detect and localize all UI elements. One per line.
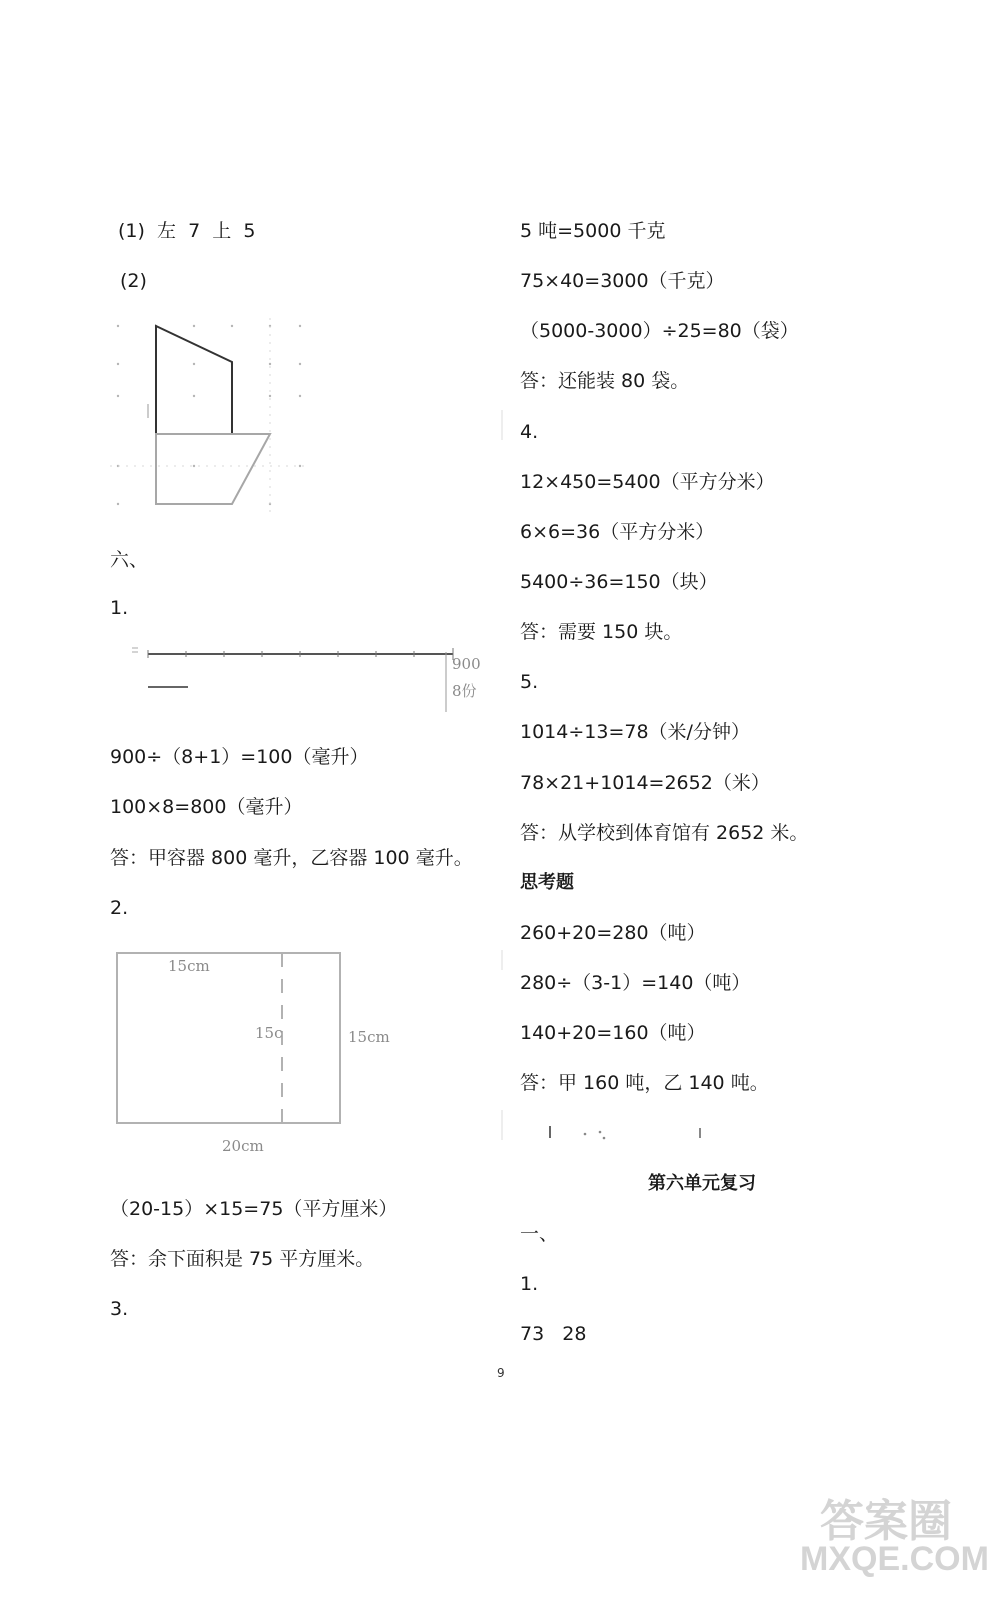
handwritten-20cm-bottom: 20cm — [222, 1137, 264, 1155]
thinking-step-3: 140+20=160（吨） — [520, 1022, 706, 1044]
problem-5-label: 5. — [520, 671, 539, 693]
thinking-step-1: 260+20=280（吨） — [520, 922, 706, 944]
thinking-step-2: 280÷（3-1）=140（吨） — [520, 972, 751, 994]
problem-3-answer: 答：还能装 80 袋。 — [520, 370, 690, 392]
problem-4-step-3: 5400÷36=150（块） — [520, 571, 718, 593]
problem-5-step-2: 78×21+1014=2652（米） — [520, 772, 770, 794]
problem-5-answer: 答：从学校到体育馆有 2652 米。 — [520, 822, 809, 844]
review-1-values: 73 28 — [520, 1323, 587, 1345]
line-segment-diagram — [128, 642, 468, 712]
handwritten-total-900: 900 — [452, 655, 481, 673]
section-six-heading: 六、 — [110, 549, 149, 571]
review-1-label: 1. — [520, 1273, 539, 1295]
problem-4-answer: 答：需要 150 块。 — [520, 621, 683, 643]
answer-part-1: (1) 左 7 上 5 — [118, 220, 256, 242]
problem-4-step-1: 12×450=5400（平方分米） — [520, 471, 775, 493]
problem-5-step-1: 1014÷13=78（米/分钟） — [520, 721, 750, 743]
handwritten-8-parts: 8份 — [452, 682, 477, 700]
problem-3-step-3: （5000-3000）÷25=80（袋） — [520, 320, 799, 342]
page-number: 9 — [497, 1366, 505, 1380]
problem-4-label: 4. — [520, 421, 539, 443]
problem-1-step-1: 900÷（8+1）=100（毫升） — [110, 746, 369, 768]
problem-1-answer: 答：甲容器 800 毫升，乙容器 100 毫升。 — [110, 847, 473, 869]
thinking-question-title: 思考题 — [520, 872, 574, 893]
thinking-answer: 答：甲 160 吨，乙 140 吨。 — [520, 1072, 769, 1094]
answer-part-2-label: (2) — [120, 270, 147, 292]
scan-artifacts — [540, 1122, 760, 1152]
problem-2-label: 2. — [110, 897, 129, 919]
problem-3-label: 3. — [110, 1298, 129, 1320]
handwritten-15cm-right: 15cm — [348, 1028, 390, 1046]
column-divider — [500, 410, 504, 1470]
problem-3-step-2: 75×40=3000（千克） — [520, 270, 725, 292]
handwritten-15c-middle: 15c — [255, 1024, 283, 1042]
problem-2-answer: 答：余下面积是 75 平方厘米。 — [110, 1248, 375, 1270]
watermark-logo: 答案圈 — [820, 1497, 952, 1546]
problem-1-label: 1. — [110, 597, 129, 619]
section-one-heading: 一、 — [520, 1223, 559, 1245]
handwritten-15cm-top: 15cm — [168, 957, 210, 975]
rectangle-diagram — [112, 950, 352, 1130]
problem-1-step-2: 100×8=800（毫升） — [110, 796, 303, 818]
unit-six-review-title: 第六单元复习 — [648, 1173, 756, 1194]
grid-figure — [110, 318, 310, 518]
problem-4-step-2: 6×6=36（平方分米） — [520, 521, 715, 543]
problem-3-step-1: 5 吨=5000 千克 — [520, 220, 666, 242]
watermark-url: MXQE.COM — [800, 1540, 989, 1578]
problem-2-step-1: （20-15）×15=75（平方厘米） — [110, 1198, 398, 1220]
